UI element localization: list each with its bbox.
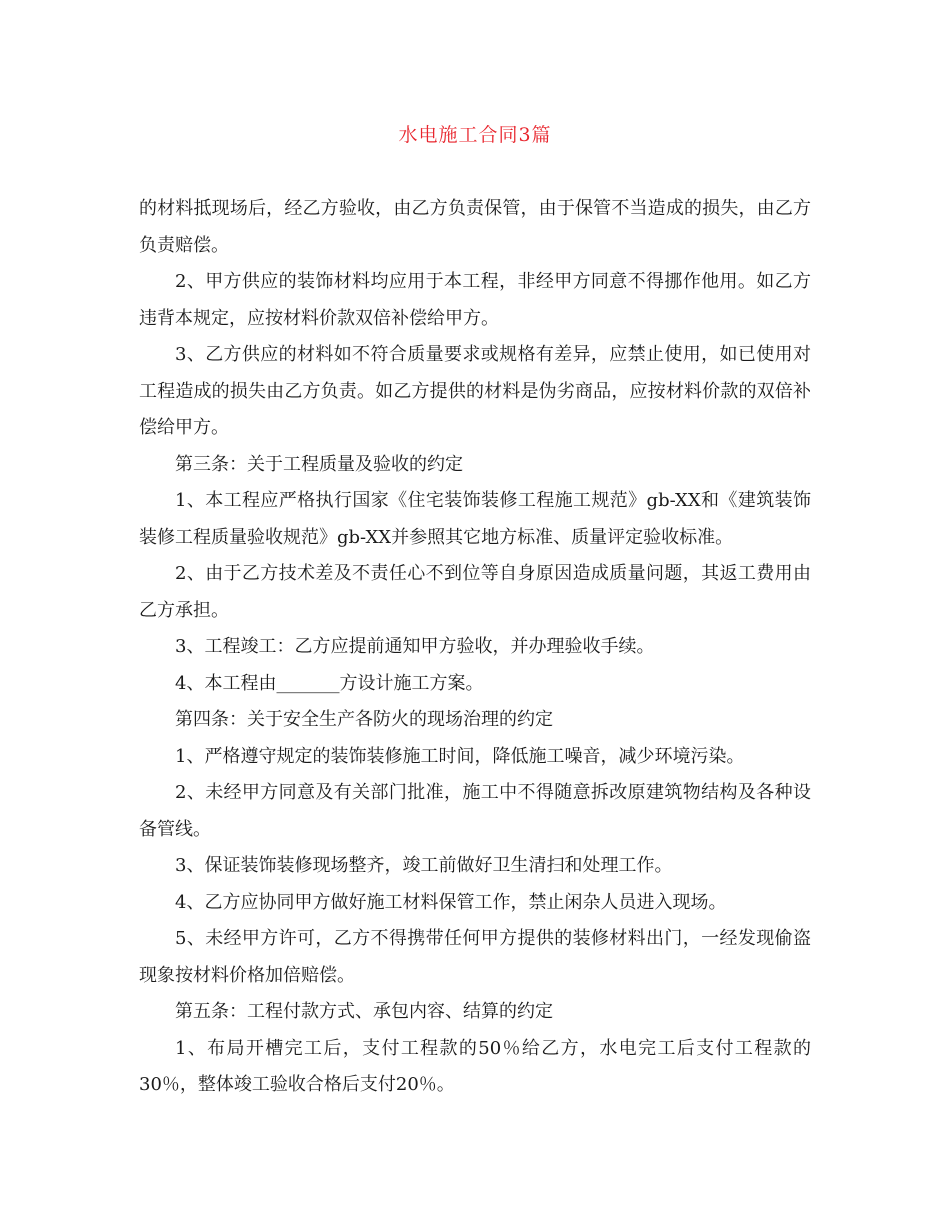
paragraph: 4、本工程由_______方设计施工方案。 <box>175 672 484 694</box>
section-heading: 第五条：工程付款方式、承包内容、结算的约定 <box>175 1001 553 1022</box>
section-heading: 第四条：关于安全生产各防火的现场治理的约定 <box>175 709 553 730</box>
paragraph: 的材料抵现场后，经乙方验收，由乙方负责保管，由于保管不当造成的损失，由乙方负责赔偿。 <box>139 198 811 256</box>
paragraph: 1、本工程应严格执行国家《住宅装饰装修工程施工规范》gb-XX和《建筑装饰装修工程质量验收规范》gb-XX并参照其它地方标准、质量评定验收标准。 <box>139 490 811 548</box>
document-body <box>139 191 811 1104</box>
document-title: 水电施工合同3篇 <box>398 124 552 146</box>
paragraph: 2、由于乙方技术差及不责任心不到位等自身原因造成质量问题，其返工费用由乙方承担。 <box>139 563 811 621</box>
paragraph: 4、乙方应协同甲方做好施工材料保管工作，禁止闲杂人员进入现场。 <box>175 891 727 913</box>
paragraph: 5、未经甲方许可，乙方不得携带任何甲方提供的装修材料出门，一经发现偷盗现象按材料价格加倍赔偿。 <box>139 928 811 986</box>
paragraph: 3、保证装饰装修现场整齐，竣工前做好卫生清扫和处理工作。 <box>175 855 673 876</box>
paragraph: 1、严格遵守规定的装饰装修施工时间，降低施工噪音，减少环境污染。 <box>175 745 745 767</box>
section-heading: 第三条：关于工程质量及验收的约定 <box>175 453 463 475</box>
paragraph: 2、甲方供应的装饰材料均应用于本工程，非经甲方同意不得挪作他用。如乙方违背本规定，应按材料价款双倍补偿给甲方。 <box>139 271 811 329</box>
paragraph: 1、布局开槽完工后，支付工程款的50％给乙方，水电完工后支付工程款的30％，整体竣工验收合格后支付20％。 <box>139 1037 811 1095</box>
paragraph: 3、乙方供应的材料如不符合质量要求或规格有差异，应禁止使用，如已使用对工程造成的损失由乙方负责。如乙方提供的材料是伪劣商品，应按材料价款的双倍补偿给甲方。 <box>139 344 811 438</box>
paragraph: 2、未经甲方同意及有关部门批准，施工中不得随意拆改原建筑物结构及各种设备管线。 <box>139 782 811 840</box>
paragraph: 3、工程竣工：乙方应提前通知甲方验收，并办理验收手续。 <box>175 636 655 657</box>
